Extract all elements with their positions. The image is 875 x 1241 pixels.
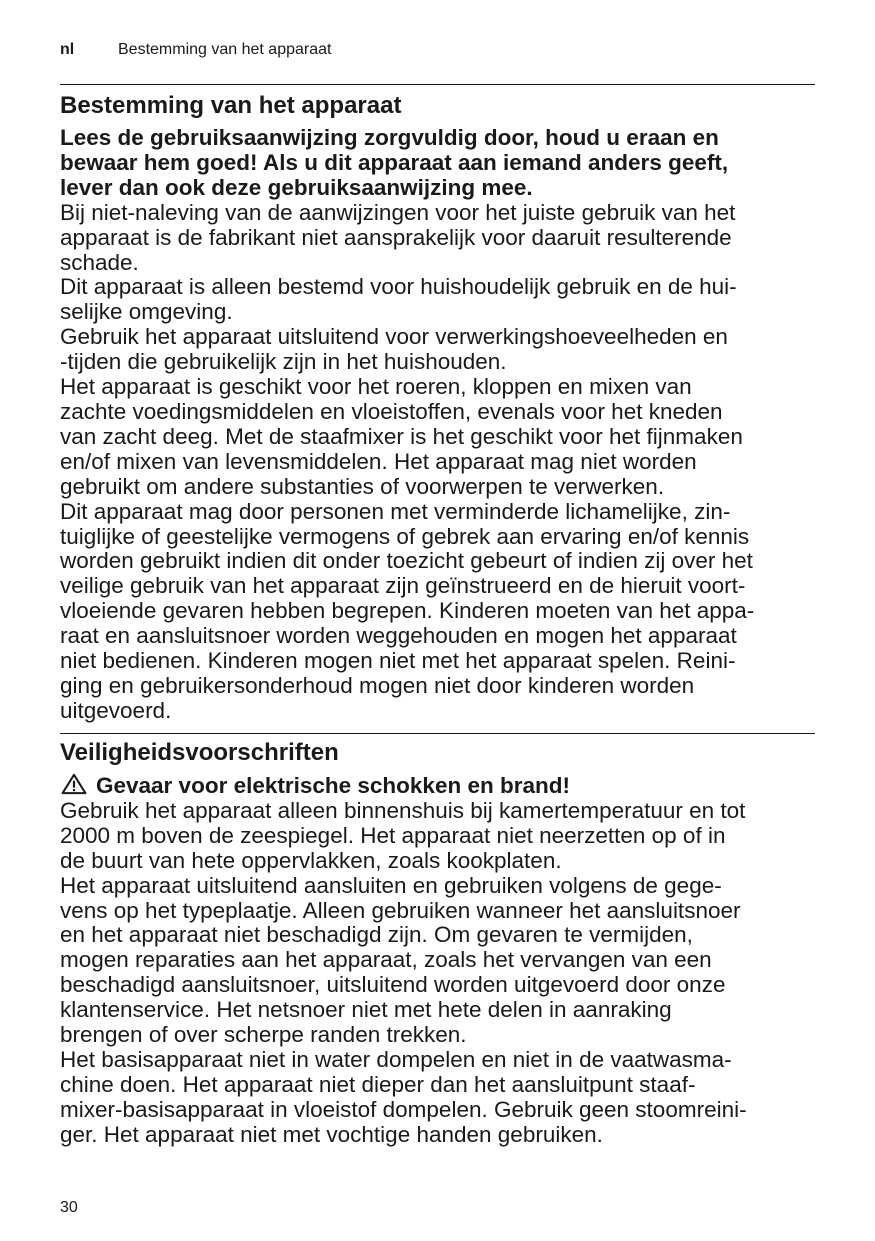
text-line: Bij niet-naleving van de aanwijzingen voor het juiste gebruik van het <box>60 199 736 225</box>
text-line: 2000 m boven de zeespiegel. Het apparaat niet neerzetten op of in <box>60 822 726 848</box>
warning-triangle-icon <box>60 773 88 795</box>
text-line: de buurt van hete oppervlakken, zoals kookplaten. <box>60 847 562 873</box>
section-divider <box>60 84 815 85</box>
text-line: niet bedienen. Kinderen mogen niet met het apparaat spelen. Reini- <box>60 648 736 674</box>
text-line: lever dan ook deze gebruiksaanwijzing mee. <box>60 174 533 200</box>
text-line: mogen reparaties aan het apparaat, zoals het vervangen van een <box>60 947 712 973</box>
text-line: gebruikt om andere substanties of voorwerpen te verwerken. <box>60 473 665 499</box>
text-line: Dit apparaat mag door personen met verminderde lichamelijke, zin- <box>60 498 731 524</box>
text-line: Het apparaat uitsluitend aansluiten en gebruiken volgens de gege- <box>60 872 722 898</box>
text-line: vens op het typeplaatje. Alleen gebruiken wanneer het aansluitsnoer <box>60 897 741 923</box>
text-line: Het basisapparaat niet in water dompelen en niet in de vaatwasma- <box>60 1046 732 1072</box>
text-line: Het apparaat is geschikt voor het roeren, kloppen en mixen van <box>60 374 692 400</box>
text-line: chine doen. Het apparaat niet dieper dan het aansluitpunt staaf- <box>60 1071 696 1097</box>
text-line: ger. Het apparaat niet met vochtige handen gebruiken. <box>60 1121 603 1147</box>
text-line: beschadigd aansluitsnoer, uitsluitend worden uitgevoerd door onze <box>60 972 726 998</box>
page-number: 30 <box>60 1199 78 1216</box>
section-heading: Veiligheidsvoorschriften <box>60 739 339 766</box>
text-line: raat en aansluitsnoer worden weggehouden en mogen het apparaat <box>60 623 737 649</box>
text-line: en/of mixen van levensmiddelen. Het apparaat mag niet worden <box>60 448 697 474</box>
text-line: Lees de gebruiksaanwijzing zorgvuldig door, houd u eraan en <box>60 125 719 150</box>
section-safety <box>60 739 820 1148</box>
running-header <box>60 40 331 60</box>
section-divider <box>60 733 815 734</box>
section-body <box>60 201 820 724</box>
section-heading: Bestemming van het apparaat <box>60 92 402 119</box>
text-line: van zacht deeg. Met de staafmixer is het geschikt voor het fijnmaken <box>60 423 743 449</box>
running-header-title: Bestemming van het apparaat <box>118 41 332 58</box>
text-line: apparaat is de fabrikant niet aansprakelijk voor daaruit resulterende <box>60 224 732 250</box>
warning-title: Gevaar voor elektrische schokken en brand! <box>96 773 570 798</box>
text-line: worden gebruikt indien dit onder toezicht gebeurt of indien zij over het <box>60 548 753 574</box>
intro-bold-paragraph <box>60 126 820 201</box>
text-line: -tijden die gebruikelijk zijn in het huishouden. <box>60 349 507 375</box>
section-body <box>60 799 820 1148</box>
text-line: tuiglijke of geestelijke vermogens of gebrek aan ervaring en/of kennis <box>60 523 750 549</box>
text-line: vloeiende gevaren hebben begrepen. Kinderen moeten van het appa- <box>60 598 755 624</box>
text-line: ging en gebruikersonderhoud mogen niet door kinderen worden <box>60 672 695 698</box>
text-line: Gebruik het apparaat alleen binnenshuis bij kamertemperatuur en tot <box>60 797 746 823</box>
section-intended-use <box>60 92 820 724</box>
text-line: uitgevoerd. <box>60 697 172 723</box>
text-line: klantenservice. Het netsnoer niet met hete delen in aanraking <box>60 997 672 1023</box>
text-line: selijke omgeving. <box>60 299 233 325</box>
text-line: en het apparaat niet beschadigd zijn. Om gevaren te vermijden, <box>60 922 693 948</box>
text-line: bewaar hem goed! Als u dit apparaat aan iemand anders geeft, <box>60 149 729 175</box>
text-line: Gebruik het apparaat uitsluitend voor verwerkingshoeveelheden en <box>60 324 728 350</box>
language-code: nl <box>60 41 75 58</box>
text-line: brengen of over scherpe randen trekken. <box>60 1022 467 1048</box>
text-line: mixer-basisapparaat in vloeistof dompelen. Gebruik geen stoomreini- <box>60 1096 747 1122</box>
text-line: veilige gebruik van het apparaat zijn geïnstrueerd en de hieruit voort- <box>60 573 746 599</box>
text-line: zachte voedingsmiddelen en vloeistoffen, evenals voor het kneden <box>60 398 723 424</box>
warning-heading <box>60 773 820 799</box>
text-line: schade. <box>60 249 139 275</box>
text-line: Dit apparaat is alleen bestemd voor huishoudelijk gebruik en de hui- <box>60 274 737 300</box>
